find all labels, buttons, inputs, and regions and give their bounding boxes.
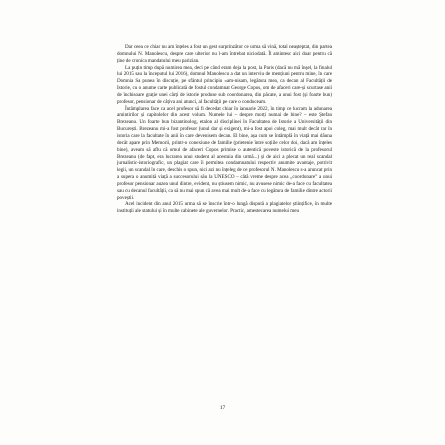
paragraph-1: Dar ceea ce chiar nu am înțeles a fost un gest surprinzător ce urma să vină, total neașteptat, din partea domnului N. Manolescu, despre care ulterior nu l-am întrebat niciodată. Îl amintesc aici doar pentru că ține de cronica mandatului meu parizian. (117, 44, 332, 64)
page-number: 17 (219, 405, 226, 411)
paragraph-4: Acel incident din anul 2015 urma să se înscrie într-o lungă dispută a plagiatelor științifice, în multe instituții ale statului și în multe cabinete ale guvernelor. Practic, amestecarea numelui meu (117, 201, 332, 215)
paragraph-2: La puțin timp după numirea mea, deci pe când eram deja la post, la Paris (dacă nu mă înșel, la finalul lui 2015 sau la începutul lui 2016), domnul Manolescu a dat un interviu de mențiuni pentru mine, în care Domnia Sa punea în discuție, pe sfântul principiu «am-nisam, legătura mea, ca decan al Facultății de Istorie, cu o anume carte publicată de fostul condamnat George Copos, om de afaceri care-și scurtase anii de închisoare grație unei cărți de istorie produse sub coordonarea, din păcate, a unui fost (și foarte bun) profesor, pensionar de câțiva ani atunci, al facultății pe care o conduceam. (117, 64, 332, 105)
body-text (117, 44, 332, 215)
paragraph-3: Întâmplarea face ca acel profesor să fi decedat chiar în ianuarie 2022, în timp ce lucram la adunarea amintirilor și capitolelor din acest volum. Numele lui – despre morți numai de bine? – este Ștefan Brezeanu. Un foarte bun bizantinolog, etalon al disciplinei în Facultatea de Istorie a Universității din București. Brezeanu mi-a fost profesor (unul dar și exigent), mi-a fost apoi coleg, mai mult decât rar în istoria care la facultate în anii în care devenisem decan. El bine, așa cum se întâmplă în viață mai dăuna decât apare prin Memorii, printr-o conexiune de familie (prietenie între soțiile celor doi, dacă am înțeles bine), aveam să aflu că omul de afaceri Copos primise o autentică poveste istorică de la profesorul Brezeanu (de fapt, era lucrarea unui student al acestuia din urmă...) și de aici a plecat un real scandal jurnalistic-istoriografic, un plagiat care îi permitea condamnatului respectiv anumite avantaje, potrivit legii, un scandal în care, deschis o spun, nici azi nu înțeleg de ce profesorul N. Manolescu s-a aruncat prin a supera o anumită viață a succesorului său la UNESCO – câtă vreme despre acea „coordonare” a unui profesor pensionar auzea unul dintre, evident, nu știusem nimic, nu avusese nimic de-a face cu facultatea sau cu decanul facultății, ca să nu mai spun că avea mai mult de-a face cu legătura de familie dintre actorii poveștii. (117, 105, 332, 201)
